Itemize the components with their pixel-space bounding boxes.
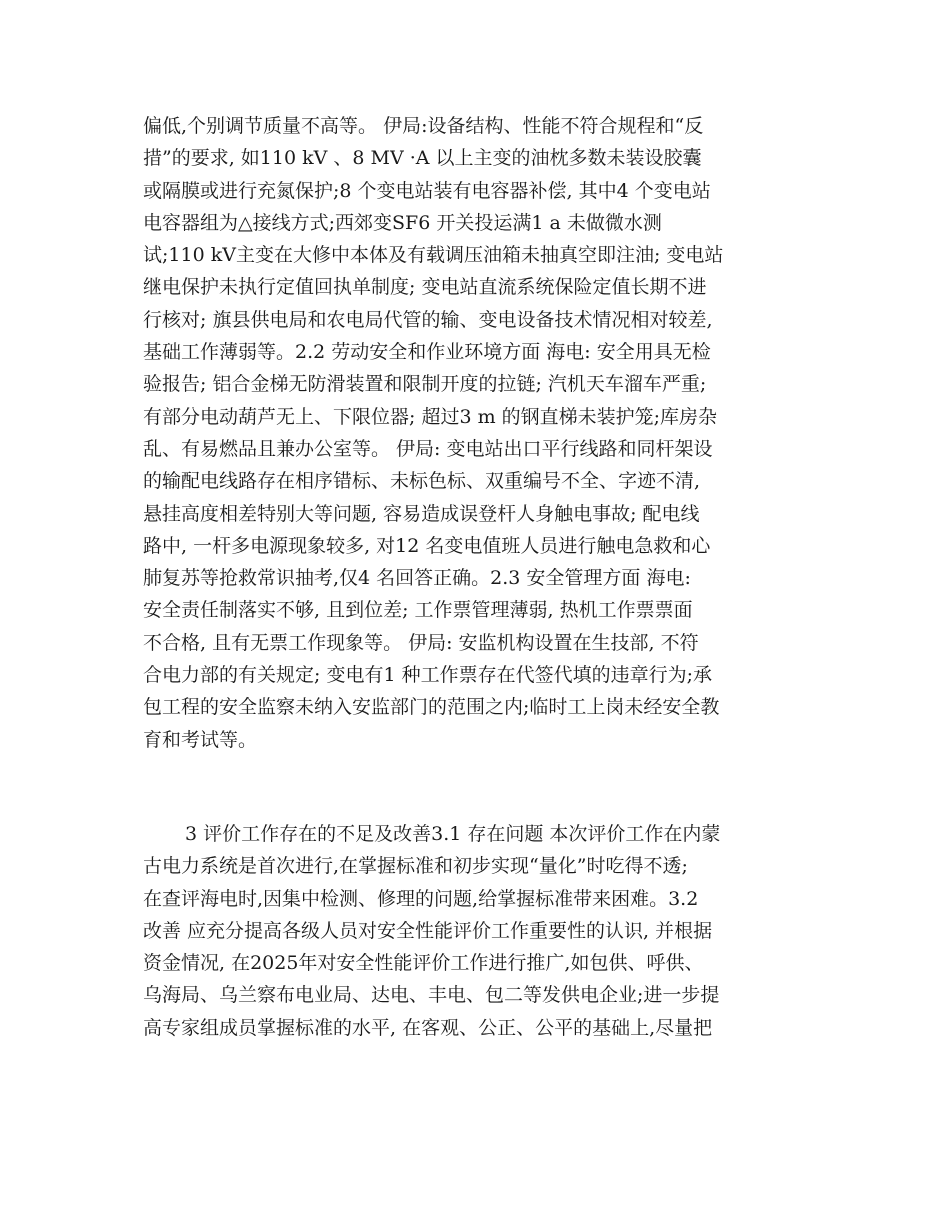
text-line: 行核对; 旗县供电局和农电局代管的输、变电设备技术情况相对较差, [143, 308, 713, 331]
text-line: 合电力部的有关规定; 变电有1 种工作票存在代签代填的违章行为;承 [143, 664, 712, 687]
text-line: 育和考试等。 [143, 728, 258, 751]
text-line: 电容器组为△接线方式;西郊变SF6 开关投运满1 a 未做微水测 [143, 211, 662, 234]
text-line: 资金情况, 在2025年对安全性能评价工作进行推广,如包供、呼供、 [143, 952, 704, 975]
text-line: 安全责任制落实不够, 且到位差; 工作票管理薄弱, 热机工作票票面 [143, 599, 693, 622]
text-line: 或隔膜或进行充氮保护;8 个变电站装有电容器补偿, 其中4 个变电站 [143, 179, 711, 202]
text-line: 悬挂高度相差特别大等问题, 容易造成误登杆人身触电事故; 配电线 [143, 502, 700, 525]
text-line: 基础工作薄弱等。2.2 劳动安全和作业环境方面 海电: 安全用具无检 [143, 341, 711, 364]
text-line: 3 评价工作存在的不足及改善3.1 存在问题 本次评价工作在内蒙 [185, 823, 721, 845]
text-line: 验报告; 铝合金梯无防滑装置和限制开度的拉链; 汽机天车溜车严重; [143, 373, 707, 396]
text-line: 不合格, 且有无票工作现象等。 伊局: 安监机构设置在生技部, 不符 [143, 631, 699, 654]
text-line: 有部分电动葫芦无上、下限位器; 超过3 m 的钢直梯未装护笼;库房杂 [143, 405, 718, 428]
text-line: 肺复苏等抢救常识抽考,仅4 名回答正确。2.3 安全管理方面 海电: [143, 567, 691, 590]
text-line: 路中, 一杆多电源现象较多, 对12 名变电值班人员进行触电急救和心 [143, 534, 711, 557]
text-line: 偏低,个别调节质量不高等。 伊局:设备结构、性能不符合规程和“反 [143, 115, 704, 137]
text-line: 包工程的安全监察未纳入安监部门的范围之内;临时工上岗未经安全教 [143, 696, 720, 719]
text-line: 继电保护未执行定值回执单制度; 变电站直流系统保险定值长期不进 [143, 276, 707, 299]
text-line: 古电力系统是首次进行,在掌握标准和初步实现“量化”时吃得不透; [143, 855, 688, 878]
text-line: 的输配电线路存在相序错标、未标色标、双重编号不全、字迹不清, [143, 470, 701, 493]
text-line: 在查评海电时,因集中检测、修理的问题,给掌握标准带来困难。3.2 [143, 887, 699, 910]
text-line: 措”的要求, 如110 kV 、8 MV ·A 以上主变的油枕多数未装设胶囊 [143, 147, 702, 170]
text-line: 改善 应充分提高各级人员对安全性能评价工作重要性的认识, 并根据 [143, 919, 713, 942]
text-line: 试;110 kV主变在大修中本体及有载调压油箱未抽真空即注油; 变电站 [143, 244, 724, 267]
paragraph-2 [143, 818, 823, 1044]
paragraph-1 [143, 110, 823, 756]
text-line: 高专家组成员掌握标准的水平, 在客观、公正、公平的基础上,尽量把 [143, 1016, 713, 1039]
text-line: 乱、有易燃品且兼办公室等。 伊局: 变电站出口平行线路和同杆架设 [143, 437, 713, 460]
text-line: 乌海局、乌兰察布电业局、达电、丰电、包二等发供电企业;进一步提 [143, 984, 720, 1007]
